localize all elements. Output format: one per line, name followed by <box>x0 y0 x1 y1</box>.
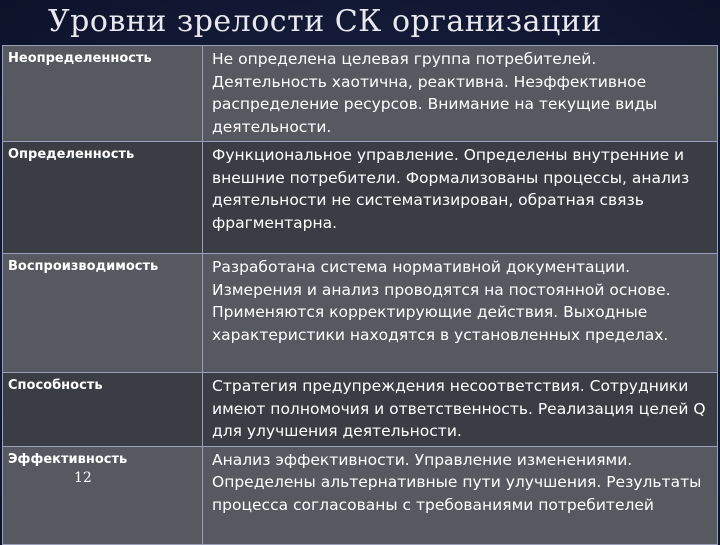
level-description: Стратегия предупреждения несоответствия. Сотрудники имеют полномочия и ответственность. Реализация целей Q для улучшения деятельности. <box>203 373 718 447</box>
level-description: Функциональное управление. Определены внутренние и внешние потребители. Формализованы процессы, анализ деятельности не систематизирован, обратная связь фрагментарна. <box>203 142 718 254</box>
level-name: Эффективность <box>8 451 128 467</box>
level-name-cell <box>3 446 203 544</box>
maturity-levels-table <box>2 45 718 545</box>
table-row <box>3 46 718 142</box>
table-row <box>3 373 718 447</box>
table-row <box>3 142 718 254</box>
level-name: Способность <box>3 373 203 447</box>
level-description: Разработана система нормативной документации. Измерения и анализ проводятся на постоянной основе. Применяются корректирующие действия. Выходные характеристики находятся в установленных пределах. <box>203 254 718 373</box>
level-name: Определенность <box>3 142 203 254</box>
level-name: Воспроизводимость <box>3 254 203 373</box>
slide-title: Уровни зрелости СК организации <box>48 4 602 39</box>
level-description: Анализ эффективности. Управление изменениями. Определены альтернативные пути улучшения. Результаты процесса согласованы с требованиями потребителей <box>203 446 718 544</box>
level-name: Неопределенность <box>3 46 203 142</box>
table-row <box>3 446 718 544</box>
table-row <box>3 254 718 373</box>
level-description: Не определена целевая группа потребителей. Деятельность хаотична, реактивна. Неэффективное распределение ресурсов. Внимание на текущие виды деятельности. <box>203 46 718 142</box>
page-number: 12 <box>74 469 92 486</box>
